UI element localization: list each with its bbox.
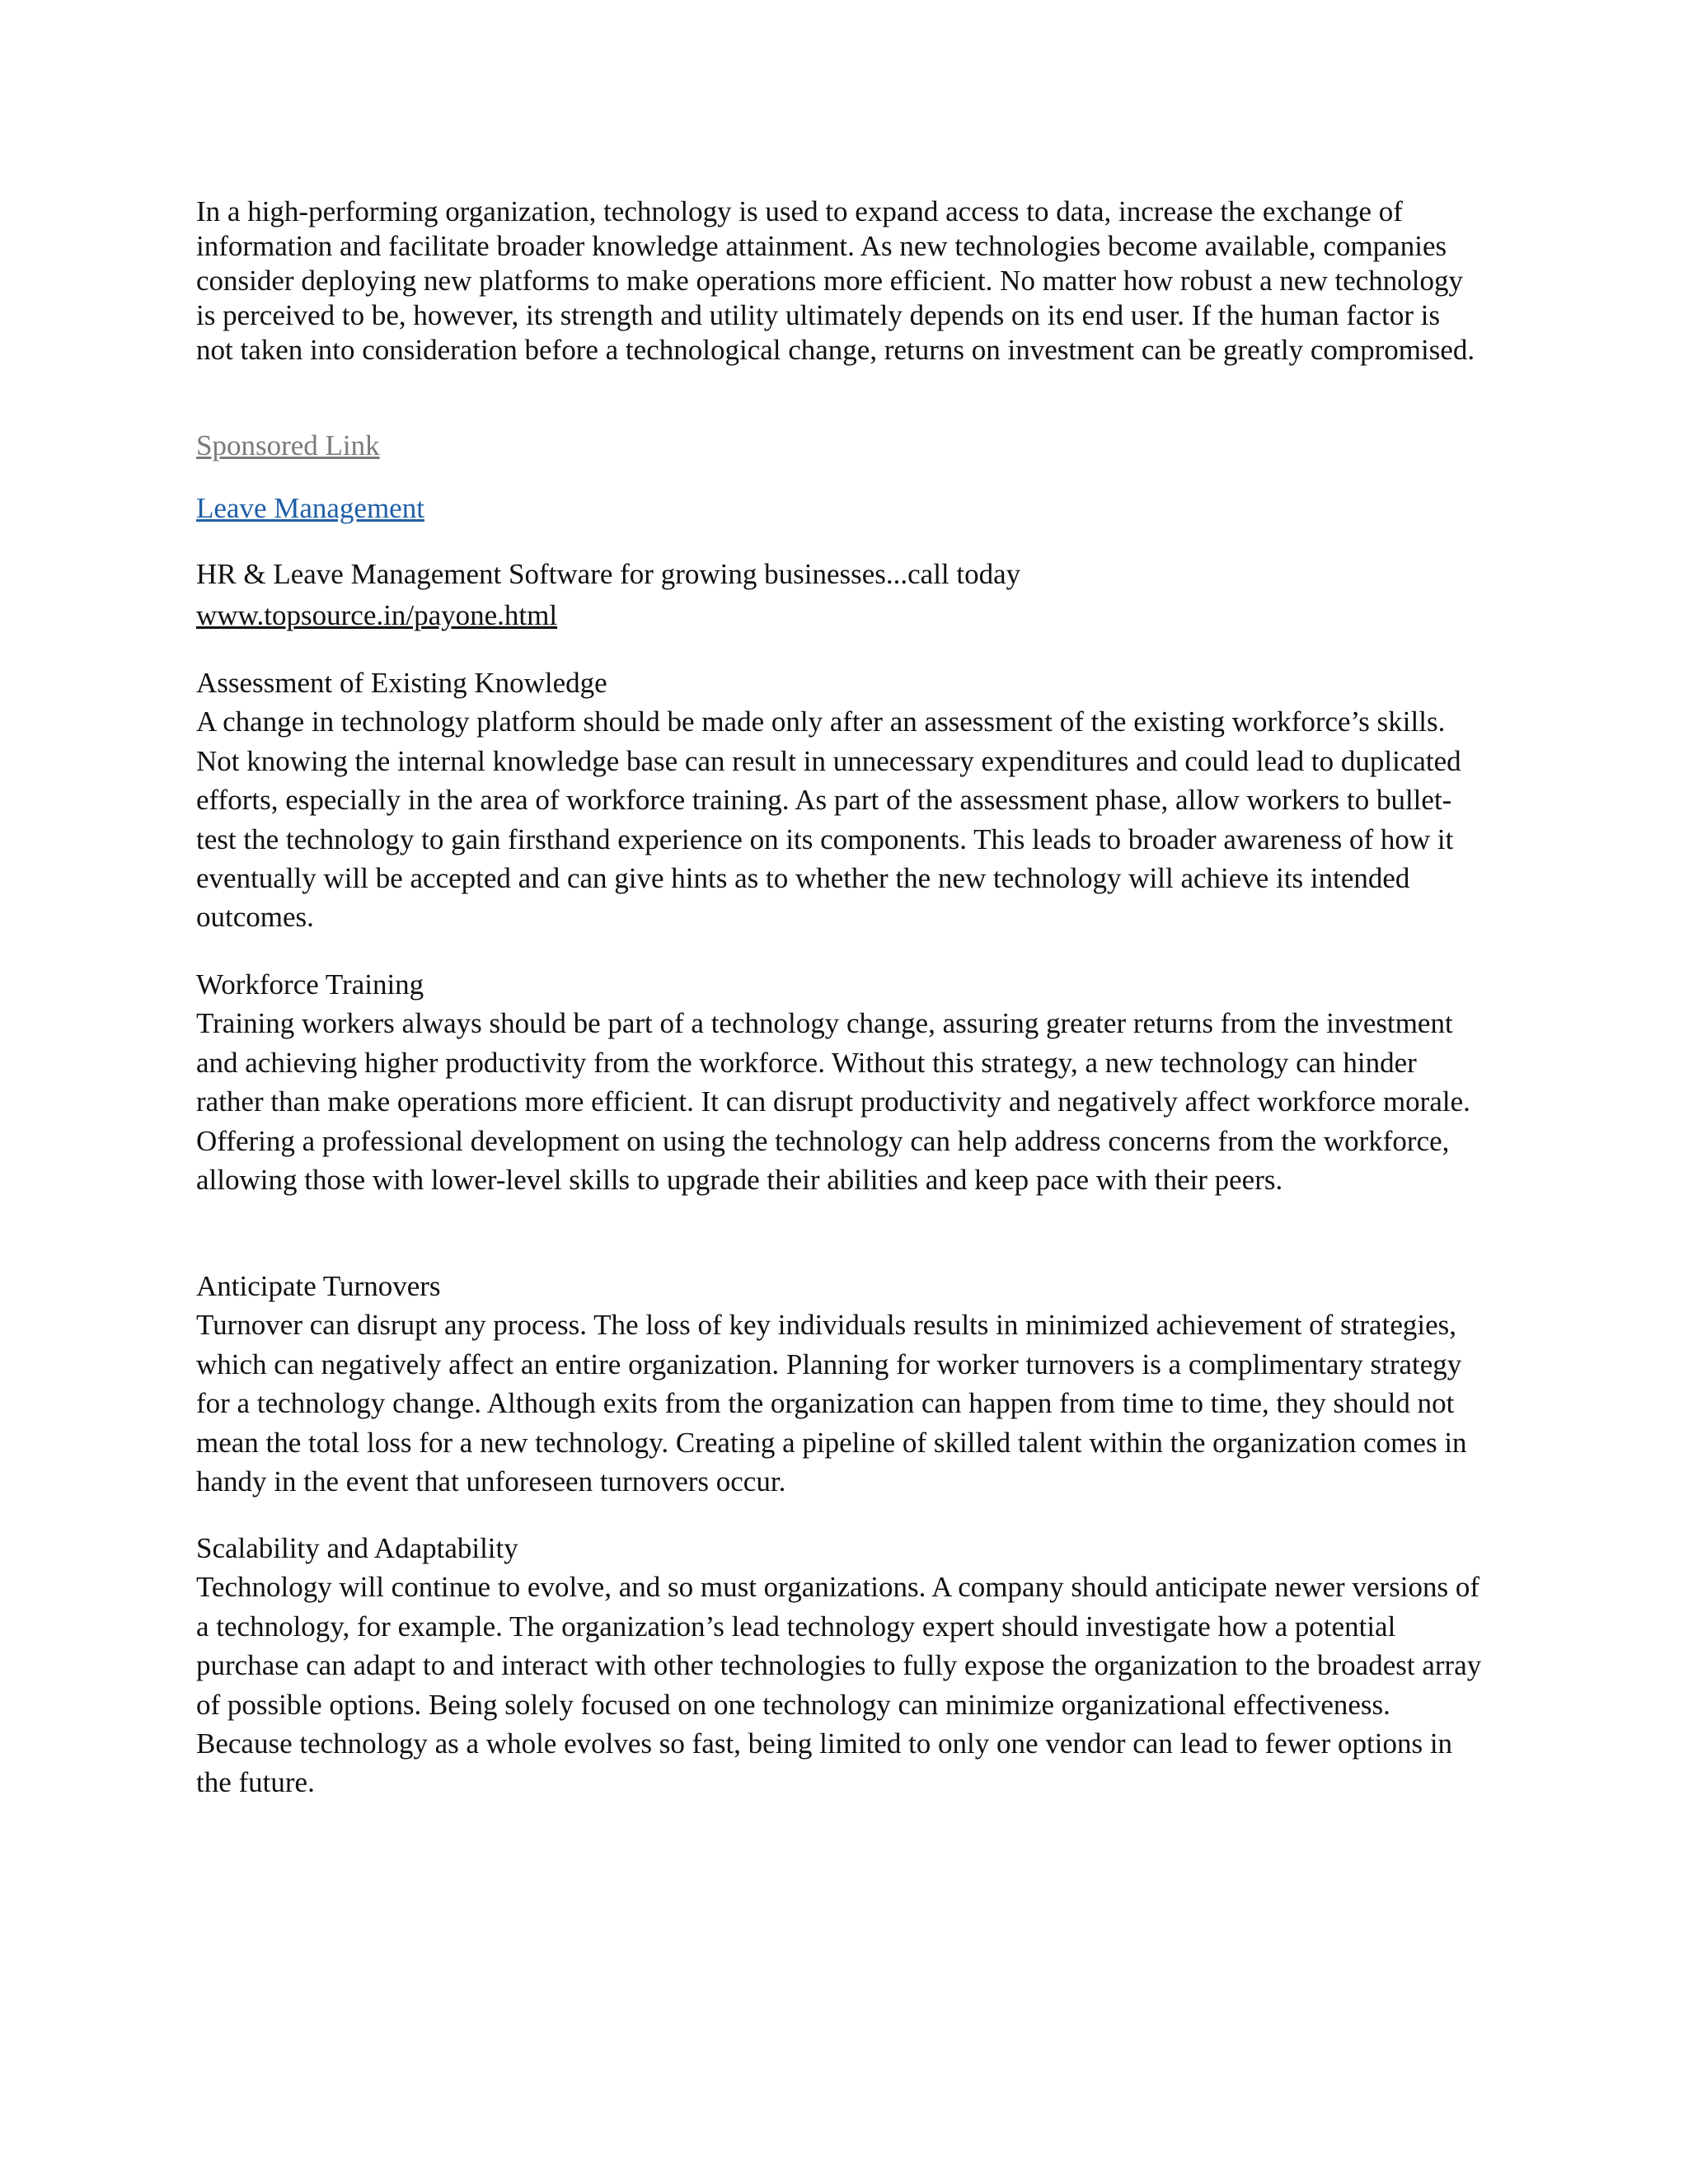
section-heading: Workforce Training	[196, 968, 424, 1001]
section-scalability	[196, 1529, 1482, 1802]
section-anticipate-turnovers	[196, 1267, 1482, 1501]
section-body: A change in technology platform should be made only after an assessment of the existing workforce’s skills. Not knowing the internal knowledge base can result in unnecessary expenditures and could lead to duplicated efforts, especially in the area of workforce training. As part of the assessment phase, allow workers to bullet-test the technology to gain firsthand experience on its components. This leads to broader awareness of how it eventually will be accepted and can give hints as to whether the new technology will achieve its intended outcomes.	[196, 705, 1461, 934]
sponsored-link-label[interactable]: Sponsored Link	[196, 429, 380, 462]
section-body: Turnover can disrupt any process. The loss of key individuals results in minimized achievement of strategies, which can negatively affect an entire organization. Planning for worker turnovers is a complimentary strategy for a technology change. Although exits from the organization can happen from time to time, they should not mean the total loss for a new technology. Creating a pipeline of skilled talent within the organization comes in handy in the event that unforeseen turnovers occur.	[196, 1309, 1467, 1498]
section-workforce-training	[196, 965, 1482, 1199]
section-heading: Assessment of Existing Knowledge	[196, 667, 607, 699]
intro-paragraph: In a high-performing organization, technology is used to expand access to data, increase the exchange of information and facilitate broader knowledge attainment. As new technologies become available, companies consider deploying new platforms to make operations more efficient. No matter how robust a new technology is perceived to be, however, its strength and utility ultimately depends on its end user. If the human factor is not taken into consideration before a technological change, returns on investment can be greatly compromised.	[196, 195, 1475, 366]
section-body: Training workers always should be part of a technology change, assuring greater returns from the investment and achieving higher productivity from the workforce. Without this strategy, a new technology can hinder rather than make operations more efficient. It can disrupt productivity and negatively affect workforce morale. Offering a professional development on using the technology can help address concerns from the workforce, allowing those with lower-level skills to upgrade their abilities and keep pace with their peers.	[196, 1007, 1470, 1197]
ad-block	[196, 554, 1482, 636]
ad-description: HR & Leave Management Software for growing businesses...call today	[196, 558, 1021, 590]
section-assessment	[196, 663, 1482, 937]
section-heading: Scalability and Adaptability	[196, 1532, 518, 1564]
section-body: Technology will continue to evolve, and so must organizations. A company should anticipate newer versions of a technology, for example. The organization’s lead technology expert should investigate how a potential purchase can adapt to and interact with other technologies to fully expose the organization to the broadest array of possible options. Being solely focused on one technology can minimize organizational effectiveness. Because technology as a whole evolves so fast, being limited to only one vendor can lead to fewer options in the future.	[196, 1571, 1482, 1799]
section-heading: Anticipate Turnovers	[196, 1270, 441, 1302]
ad-title-link[interactable]: Leave Management	[196, 492, 424, 524]
ad-url-link[interactable]: www.topsource.in/payone.html	[196, 599, 558, 631]
